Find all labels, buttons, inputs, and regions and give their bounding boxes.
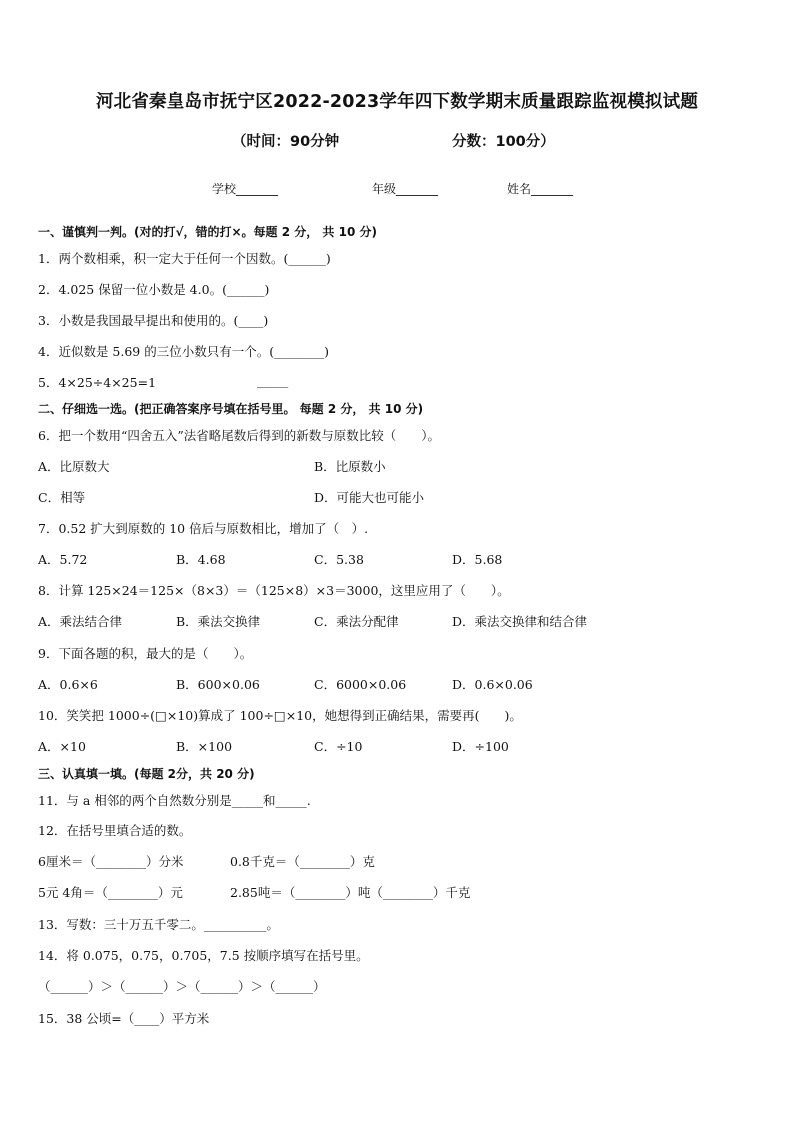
question-9: 9．下面各题的积，最大的是（ ）。 [38, 646, 253, 661]
question-7-option-b[interactable]: B．4.68 [176, 552, 226, 567]
question-8-option-c[interactable]: C．乘法分配律 [314, 614, 399, 629]
exam-time: （时间：90分钟 [232, 134, 340, 150]
name-field[interactable]: 姓名_______ [507, 182, 574, 196]
question-14-answer-line[interactable]: （______）＞（______）＞（______）＞（______） [38, 979, 326, 994]
question-12-blank-1[interactable]: 6厘米＝（________）分米 [38, 854, 184, 869]
question-6: 6．把一个数用“四舍五入”法省略尾数后得到的新数与原数比较（ ）。 [38, 428, 440, 443]
question-7: 7．0.52 扩大到原数的 10 倍后与原数相比，增加了（ ）. [38, 521, 369, 536]
grade-field[interactable]: 年级_______ [372, 182, 439, 196]
section-2-heading: 二、仔细选一选。(把正确答案序号填在括号里。 每题 2 分， 共 10 分) [38, 402, 424, 416]
question-2: 2．4.025 保留一位小数是 4.0。(______) [38, 282, 270, 297]
question-6-option-c[interactable]: C．相等 [38, 490, 86, 505]
question-10: 10．笑笑把 1000÷(□×10)算成了 100÷□×10，她想得到正确结果，需要再( )。 [38, 708, 522, 723]
question-12-blank-2[interactable]: 0.8千克＝（________）克 [230, 854, 375, 869]
question-9-option-d[interactable]: D．0.6×0.06 [452, 677, 533, 692]
question-11: 11．与 a 相邻的两个自然数分别是_____和_____. [38, 793, 311, 808]
school-field[interactable]: 学校_______ [212, 182, 279, 196]
question-1: 1．两个数相乘，积一定大于任何一个因数。(______) [38, 251, 331, 266]
question-8: 8．计算 125×24＝125×（8×3）＝（125×8）×3＝3000，这里应用了（ ）。 [38, 583, 510, 598]
question-8-option-b[interactable]: B．乘法交换律 [176, 614, 261, 629]
question-6-option-a[interactable]: A．比原数大 [38, 459, 110, 474]
question-10-option-b[interactable]: B．×100 [176, 739, 233, 754]
question-12-blank-3[interactable]: 5元 4角＝（________）元 [38, 885, 183, 900]
question-5: 5．4×25÷4×25=1 [38, 375, 157, 390]
question-12-blank-4[interactable]: 2.85吨＝（________）吨（________）千克 [230, 885, 471, 900]
exam-title: 河北省秦皇岛市抚宁区2022-2023学年四下数学期末质量跟踪监视模拟试题 [95, 92, 699, 112]
question-3: 3．小数是我国最早提出和使用的。(____) [38, 313, 269, 328]
question-14: 14．将 0.075，0.75，0.705，7.5 按顺序填写在括号里。 [38, 948, 369, 963]
question-7-option-c[interactable]: C．5.38 [314, 552, 364, 567]
question-5-answer-blank[interactable]: _____ [257, 373, 289, 388]
question-9-option-a[interactable]: A．0.6×6 [38, 677, 98, 692]
question-10-option-d[interactable]: D．÷100 [452, 739, 509, 754]
question-9-option-c[interactable]: C．6000×0.06 [314, 677, 407, 692]
question-10-option-c[interactable]: C．÷10 [314, 739, 363, 754]
question-8-option-a[interactable]: A．乘法结合律 [38, 614, 123, 629]
question-6-option-d[interactable]: D．可能大也可能小 [314, 490, 425, 505]
question-9-option-b[interactable]: B．600×0.06 [176, 677, 260, 692]
question-13: 13．写数：三十万五千零二。__________。 [38, 917, 279, 932]
question-8-option-d[interactable]: D．乘法交换律和结合律 [452, 614, 588, 629]
question-7-option-a[interactable]: A．5.72 [38, 552, 88, 567]
question-6-option-b[interactable]: B．比原数小 [314, 459, 386, 474]
section-3-heading: 三、认真填一填。(每题 2分，共 20 分) [38, 767, 255, 781]
question-7-option-d[interactable]: D．5.68 [452, 552, 503, 567]
section-1-heading: 一、谨慎判一判。(对的打√，错的打×。每题 2 分， 共 10 分) [38, 225, 377, 239]
question-10-option-a[interactable]: A．×10 [38, 739, 86, 754]
question-15: 15．38 公顷=（____）平方米 [38, 1011, 210, 1026]
exam-score: 分数：100分） [452, 134, 555, 150]
question-12: 12．在括号里填合适的数。 [38, 823, 192, 838]
question-4: 4．近似数是 5.69 的三位小数只有一个。(________) [38, 344, 329, 359]
